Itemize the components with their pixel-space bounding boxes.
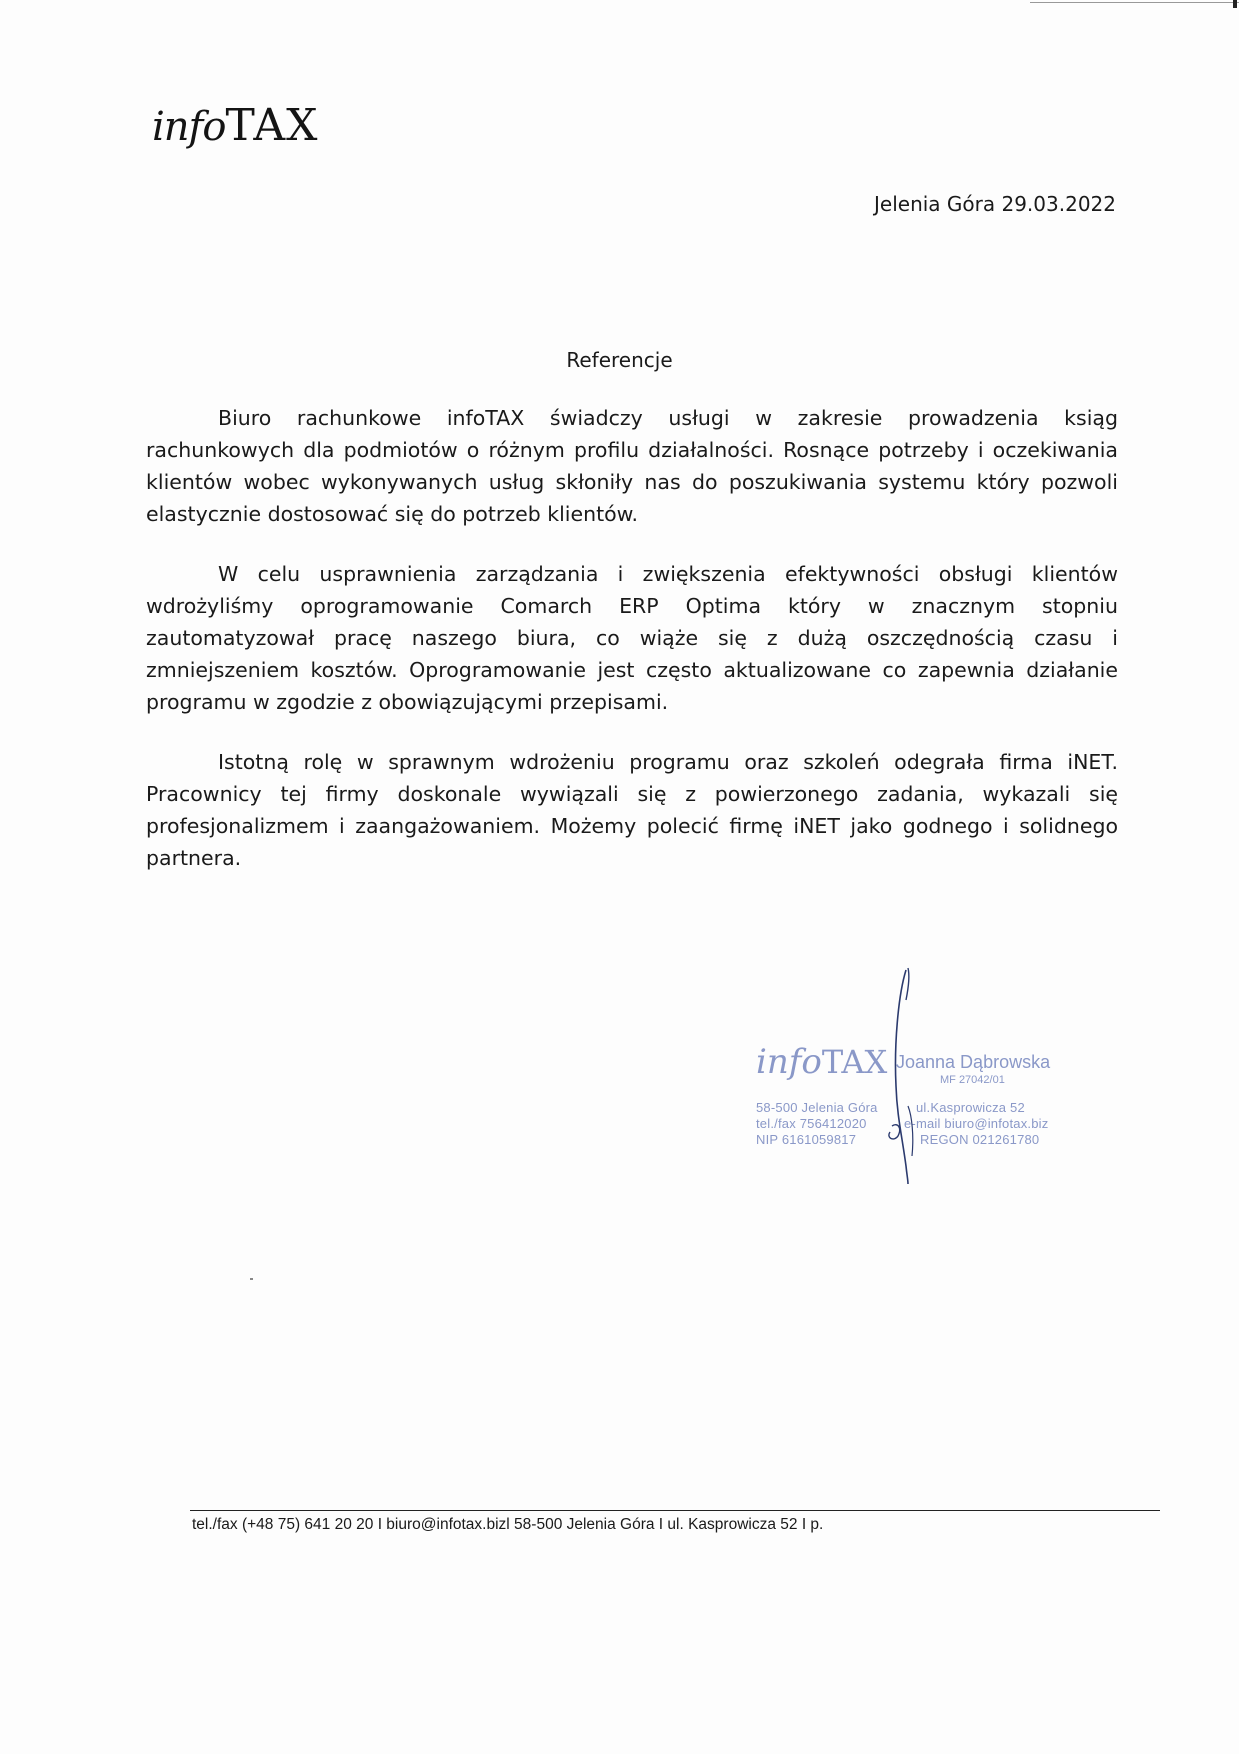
logo-info-text: info: [152, 104, 226, 150]
letter-title: Referencje: [566, 348, 673, 372]
footer-divider: [190, 1510, 1160, 1511]
stamp-logo-tax: TAX: [821, 1043, 888, 1081]
stamp-phone: tel./fax 756412020: [756, 1116, 867, 1131]
letterhead-logo: [152, 100, 319, 151]
paragraph-1: Biuro rachunkowe infoTAX świadczy usługi w zakresie prowadzenia ksiąg rachunkowych dla podmiotów o różnym profilu działalności. Rosnące potrzeby i oczekiwania klientów wobec wykonywanych usług skłoniły nas do poszukiwania systemu który pozwoli elastycznie dostosować się do potrzeb klientów.: [146, 406, 1118, 526]
stamp-nip: NIP 6161059817: [756, 1132, 857, 1147]
stamp-logo-info: info: [756, 1042, 822, 1082]
paragraph-2: W celu usprawnienia zarządzania i zwiększenia efektywności obsługi klientów wdrożyliśmy oprogramowanie Comarch ERP Optima który w znacznym stopniu zautomatyzował pracę naszego biura, co wiąże się z dużą oszczędnością czasu i zmniejszeniem kosztów. Oprogramowanie jest często aktualizowane co zapewnia działanie programu w zgodzie z obowiązującymi przepisami.: [146, 562, 1118, 714]
stamp-name: Joanna Dąbrowska: [896, 1052, 1051, 1072]
scan-edge-line: [1030, 2, 1239, 3]
handwritten-signature: [872, 966, 952, 1186]
letter-body: [146, 402, 1118, 902]
scan-speck: [250, 1278, 253, 1280]
stamp-logo: [756, 1042, 887, 1082]
logo-tax-text: TAX: [225, 100, 319, 151]
stamp-street: ul.Kasprowicza 52: [916, 1100, 1025, 1115]
letter-date: Jelenia Góra 29.03.2022: [874, 192, 1116, 216]
scan-edge-mark: [1233, 0, 1237, 8]
footer-contact: tel./fax (+48 75) 641 20 20 I biuro@infotax.bizl 58-500 Jelenia Góra I ul. Kasprowicza 52 I p.: [192, 1516, 824, 1533]
stamp-license: MF 27042/01: [940, 1074, 1005, 1086]
stamp-city: 58-500 Jelenia Góra: [756, 1100, 878, 1115]
paragraph-3: Istotną rolę w sprawnym wdrożeniu programu oraz szkoleń odegrała firma iNET. Pracownicy tej firmy doskonale wywiązali się z powierzonego zadania, wykazali się profesjonalizmem i zaangażowaniem. Możemy polecić firmę iNET jako godnego i solidnego partnera.: [146, 750, 1118, 870]
stamp-regon: REGON 021261780: [920, 1132, 1040, 1147]
stamp-email: e-mail biuro@infotax.biz: [904, 1116, 1049, 1131]
